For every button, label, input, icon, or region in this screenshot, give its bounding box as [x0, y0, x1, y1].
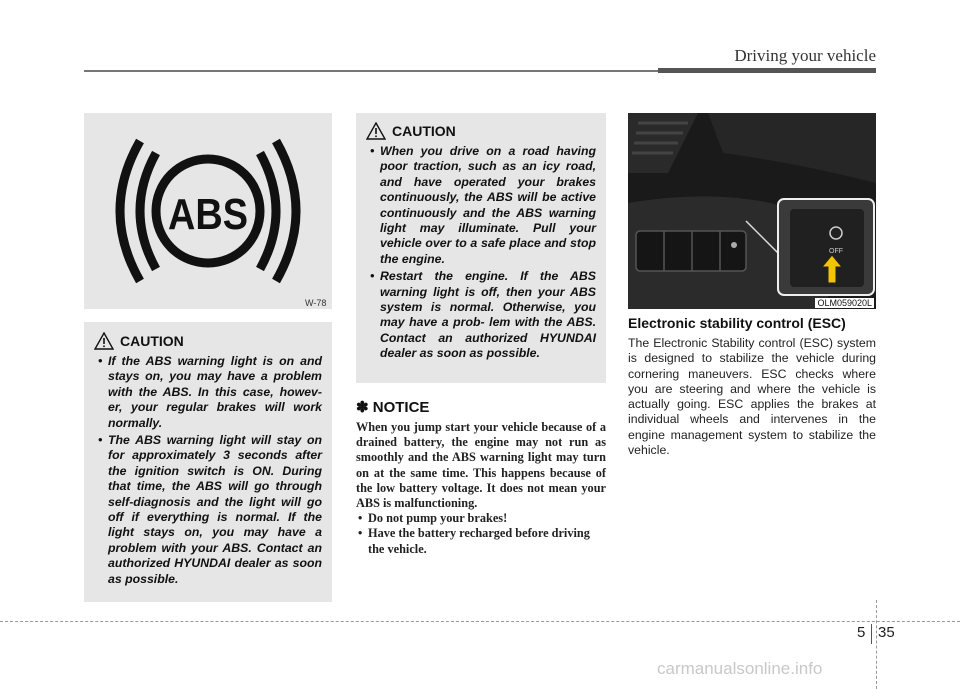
abs-symbol-text: ABS — [168, 190, 248, 239]
dashboard-photo-illustration — [628, 113, 876, 309]
caution-box-abs-light — [84, 322, 332, 602]
figure-code: OLM059020L — [817, 298, 872, 308]
caution-header — [94, 332, 322, 350]
page-number: 35 — [878, 624, 895, 641]
esc-description: The Electronic Stability control (ESC) system is designed to stabilize the vehicle during cornering maneuvers. ESC checks where you are steering and where the vehicle is actually going. ESC applies the brakes at individual wheels and intervenes in the engine management system to stabilize the vehicle. — [628, 336, 876, 458]
figure-code: W-78 — [305, 298, 327, 308]
chapter-number: 5 — [857, 624, 866, 641]
caution-item: • If the ABS warning light is on and stays on, you may have a problem with the ABS. In this case, howev- er, your regular brakes will work normally. — [94, 354, 322, 431]
caution-item: • Restart the engine. If the ABS warning light is off, then your ABS system is normal. Otherwise, you may have a prob- lem with the ABS. Contact an authorized HYUNDAI dealer as soon as possible. — [366, 269, 596, 361]
caution-box-poor-traction — [356, 113, 606, 383]
notice-item: • Do not pump your brakes! — [356, 511, 606, 526]
caution-item: • When you drive on a road having poor traction, such as an icy road, and have operated your brakes continuously, the ABS will be active continuously and the ABS warning light may illuminate. Pull your vehicle over to a safe place and stop the engine. — [366, 144, 596, 267]
caution-header — [366, 122, 596, 140]
header-rule-accent — [658, 68, 876, 73]
footer-vertical-rule — [876, 600, 877, 689]
notice-item: • Have the battery recharged before driving the vehicle. — [356, 526, 606, 556]
notice-section — [356, 398, 606, 557]
caution-title: CAUTION — [120, 333, 184, 349]
notice-title: ✽ NOTICE — [356, 399, 430, 416]
esc-button-photo — [628, 113, 876, 309]
abs-warning-icon — [84, 113, 332, 309]
esc-heading: Electronic stability control (ESC) — [628, 315, 846, 331]
caution-item: • The ABS warning light will stay on for approximately 3 seconds after the ignition switch is ON. During that time, the ABS will go through self-diagnosis and the light will go off if everything is normal. If the light stays on, you may have a problem with your ABS. Contact an authorized HYUNDAI dealer as soon as possible. — [94, 433, 322, 587]
esc-off-label: OFF — [829, 248, 843, 255]
caution-title: CAUTION — [392, 123, 456, 139]
notice-body: When you jump start your vehicle because of a drained battery, the engine may not run as smoothly and the ABS warning light may turn on at the same time. This happens because of the low battery voltage. It does not mean your ABS is malfunctioning. — [356, 420, 606, 511]
page-number-divider — [871, 624, 872, 644]
watermark: carmanualsonline.info — [657, 659, 823, 678]
footer-rule — [0, 621, 960, 622]
warning-triangle-icon — [94, 332, 114, 350]
section-title: Driving your vehicle — [734, 46, 876, 65]
abs-warning-figure — [84, 113, 332, 309]
warning-triangle-icon — [366, 122, 386, 140]
